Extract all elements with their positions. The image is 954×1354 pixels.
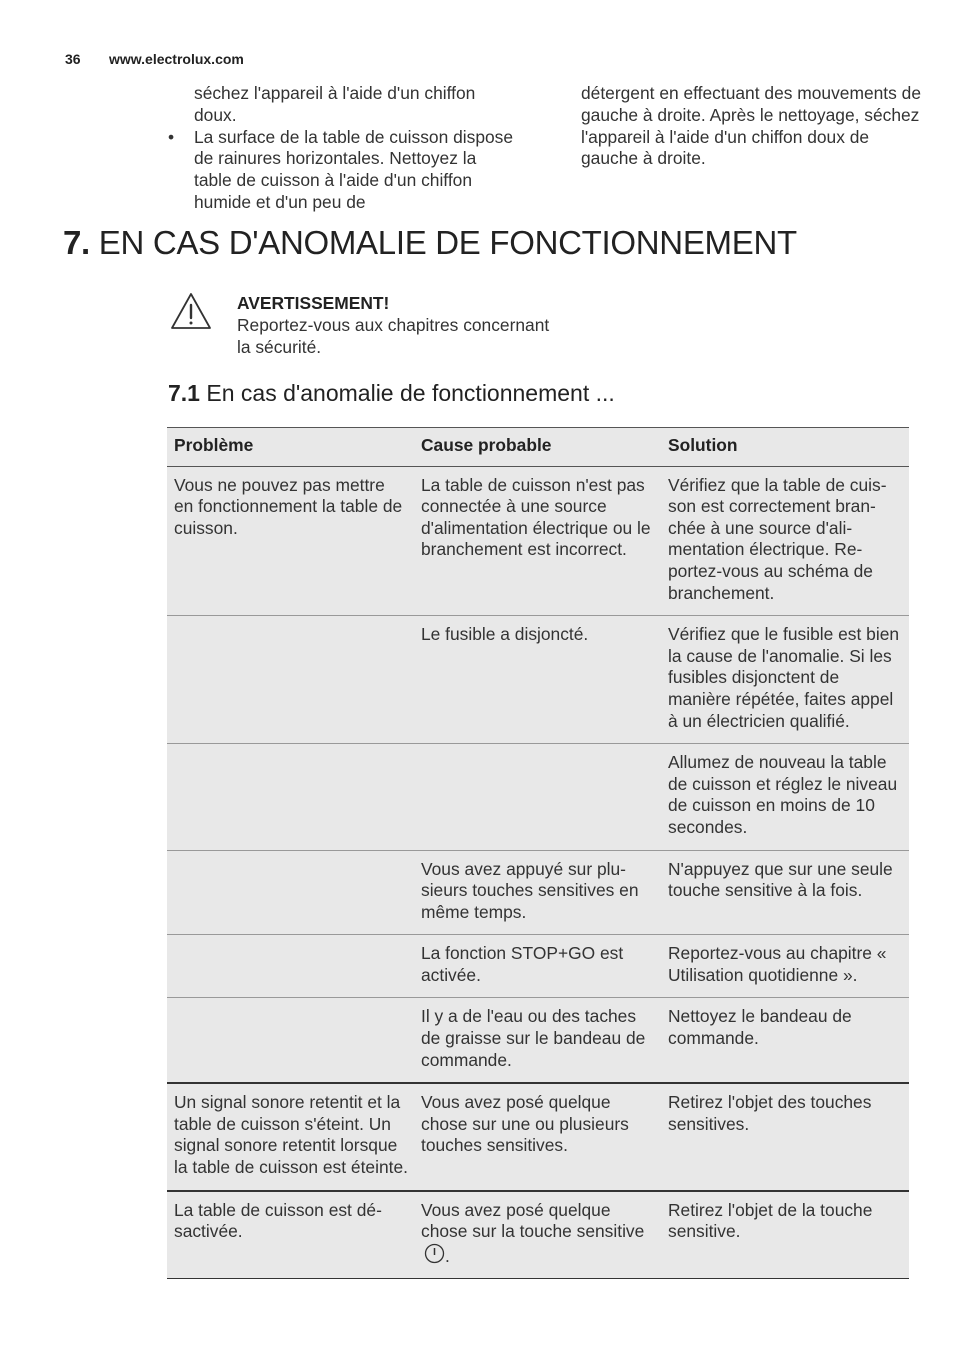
cause-cell	[414, 1191, 661, 1279]
subsection-title: En cas d'anomalie de fonctionnement ...	[206, 380, 615, 406]
section-heading	[63, 224, 797, 262]
table-row	[167, 1083, 909, 1190]
cause-cell	[414, 744, 661, 850]
solution-cell: Nettoyez le bandeau de commande.	[661, 998, 909, 1083]
problem-cell	[167, 935, 414, 998]
problem-cell	[167, 744, 414, 850]
cause-suffix: .	[445, 1245, 450, 1266]
intro-right-column	[581, 83, 921, 170]
table-row	[167, 1191, 909, 1279]
problem-cell	[167, 850, 414, 935]
warning-title: AVERTISSEMENT!	[237, 293, 390, 313]
problem-cell: Un signal sonore retentit et la table de cuisson s'éteint. Un signal sonore retentit lorsque la table de cuisson est éteinte.	[167, 1083, 414, 1190]
problem-cell: La table de cuisson est désactivée.	[167, 1191, 414, 1279]
section-title: EN CAS D'ANOMALIE DE FONCTIONNEMENT	[98, 224, 797, 261]
table-row	[167, 616, 909, 744]
header-solution: Solution	[661, 428, 909, 467]
solution-cell: Vérifiez que la table de cuisson est correctement branchée à une source d'alimentation électrique. Reportez-vous au schéma de branchement.	[661, 466, 909, 616]
intro-right-text: détergent en effectuant des mouvements de gauche à droite. Après le nettoyage, séchez l'appareil à l'aide d'un chiffon doux de gauche à droite.	[581, 83, 921, 169]
solution-cell: Retirez l'objet de la touche sensitive.	[661, 1191, 909, 1279]
intro-bullet	[168, 127, 518, 214]
cause-cell: Vous avez appuyé sur plusieurs touches sensitives en même temps.	[414, 850, 661, 935]
cause-cell: Vous avez posé quelque chose sur une ou plusieurs touches sensitives.	[414, 1083, 661, 1190]
cause-cell: La fonction STOP+GO est activée.	[414, 935, 661, 998]
problem-cell: Vous ne pouvez pas mettre en fonctionnement la table de cuisson.	[167, 466, 414, 616]
solution-cell: Allumez de nouveau la table de cuisson et réglez le niveau de cuisson en moins de 10 secondes.	[661, 744, 909, 850]
cause-cell: La table de cuisson n'est pas connectée à une source d'alimentation électrique ou le branchement est incorrect.	[414, 466, 661, 616]
website-url[interactable]: www.electrolux.com	[109, 51, 244, 67]
warning-triangle-icon	[170, 292, 212, 330]
solution-cell: Vérifiez que le fusible est bien la cause de l'anomalie. Si les fusibles disjonctent de manière répétée, faites appel à un électricien qualifié.	[661, 616, 909, 744]
intro-left-column	[168, 83, 518, 214]
troubleshooting-table	[167, 427, 909, 1279]
warning-text: Reportez-vous aux chapitres concernant la sécurité.	[237, 315, 550, 357]
problem-cell	[167, 616, 414, 744]
header-cause: Cause probable	[414, 428, 661, 467]
warning-text-block	[237, 292, 557, 358]
table-row	[167, 850, 909, 935]
cause-cell: Le fusible a disjoncté.	[414, 616, 661, 744]
table-row	[167, 466, 909, 616]
cause-cell: Il y a de l'eau ou des taches de graisse sur le bandeau de commande.	[414, 998, 661, 1083]
subsection-heading	[168, 380, 615, 407]
solution-cell: N'appuyez que sur une seule touche sensitive à la fois.	[661, 850, 909, 935]
bullet-dot: •	[168, 126, 175, 147]
table-row	[167, 998, 909, 1083]
page-number: 36	[65, 51, 81, 67]
on-off-icon	[424, 1243, 445, 1264]
page-header	[65, 51, 244, 67]
section-number: 7.	[63, 224, 90, 261]
intro-continuation: séchez l'appareil à l'aide d'un chiffon doux.	[194, 83, 476, 125]
intro-bullet-text: La surface de la table de cuisson dispose de rainures horizontales. Nettoyez la table de cuisson à l'aide d'un chiffon humide et d'un peu de	[194, 126, 514, 212]
table-row	[167, 935, 909, 998]
header-problem: Problème	[167, 428, 414, 467]
table-header-row	[167, 428, 909, 467]
problem-cell	[167, 998, 414, 1083]
cause-text: Vous avez posé quelque chose sur la touche sensitive	[421, 1199, 645, 1242]
table-row	[167, 744, 909, 850]
solution-cell: Reportez-vous au chapitre « Utilisation quotidienne ».	[661, 935, 909, 998]
solution-cell: Retirez l'objet des touches sensitives.	[661, 1083, 909, 1190]
subsection-number: 7.1	[168, 380, 200, 406]
